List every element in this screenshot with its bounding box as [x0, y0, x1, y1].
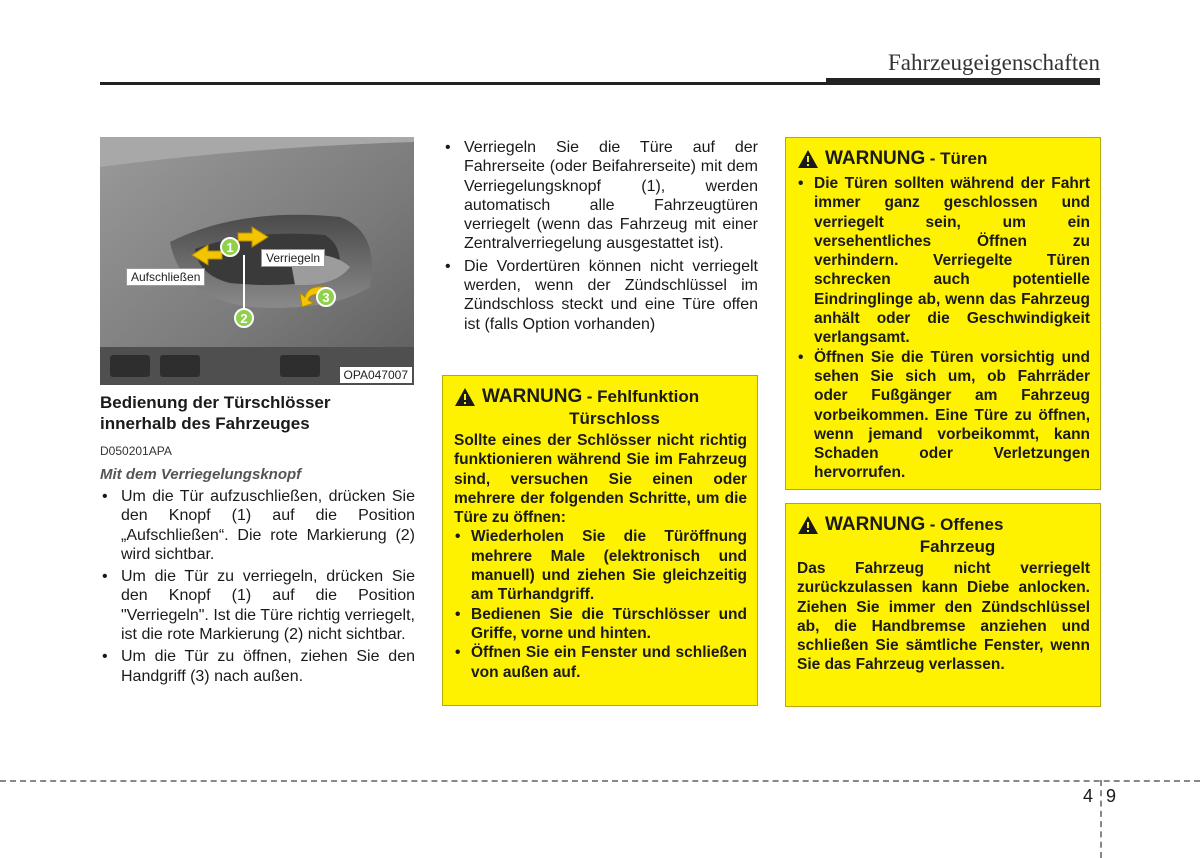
list-item: • Bedienen Sie die Türschlösser und Griffe, vorne und hinten. — [454, 605, 747, 644]
section-subhead: Mit dem Verriegelungsknopf — [100, 466, 302, 483]
list-item: • Verriegeln Sie die Türe auf der Fahrerseite (oder Beifahrerseite) mit dem Verriegelungsknopf (1), werden automatisch alle Fahrzeugtüren verriegelt (wenn das Fahrzeug mit einer Zentralverriegelung ausgestattet ist). — [443, 138, 758, 254]
door-handle-figure — [100, 137, 414, 385]
footer-divider — [1100, 780, 1102, 858]
section-title-line2: innerhalb des Fahrzeuges — [100, 414, 310, 433]
warning-box-doors — [785, 137, 1101, 490]
figure-code: OPA047007 — [340, 367, 413, 383]
warning-body: Sollte eines der Schlösser nicht richtig funktionieren während Sie im Fahrzeug sind, versuchen Sie einen oder mehrere der folgenden Schritte, um die Türe zu öffnen: — [454, 432, 747, 527]
warning-word: WARNUNG — [482, 386, 583, 407]
window-switch-2 — [160, 355, 200, 377]
middle-bullets — [443, 138, 758, 334]
warning-header — [454, 386, 747, 429]
warning-title: - Türen — [929, 149, 988, 168]
header-rule-accent — [826, 78, 1100, 85]
section-bullets — [100, 487, 415, 686]
page-number: 9 — [1106, 786, 1117, 806]
warning-title: - Offenes — [929, 515, 1004, 534]
warning-word: WARNUNG — [825, 514, 926, 535]
warning-bullets — [454, 527, 747, 681]
warning-box-open-vehicle — [785, 503, 1101, 707]
list-item: • Öffnen Sie ein Fenster und schließen von außen auf. — [454, 643, 747, 682]
warning-title-line2: Türschloss — [569, 409, 660, 428]
warning-triangle-icon — [454, 387, 476, 407]
list-item: • Um die Tür zu verriegeln, drücken Sie den Knopf (1) auf die Position "Verriegeln". Ist die Türe richtig verriegelt, ist die rote Markierung (2) nicht sichtbar. — [100, 567, 415, 644]
warning-header — [797, 148, 1090, 170]
warning-header — [797, 514, 1090, 557]
figure-label-lock: Verriegeln — [261, 249, 325, 267]
marker-1-number: 1 — [226, 240, 234, 255]
section-title-line1: Bedienung der Türschlösser — [100, 393, 331, 412]
marker-3-number: 3 — [322, 290, 330, 305]
warning-triangle-icon — [797, 149, 819, 169]
warning-triangle-icon — [797, 515, 819, 535]
figure-label-unlock: Aufschließen — [126, 268, 205, 286]
list-item: • Öffnen Sie die Türen vorsichtig und sehen Sie sich um, ob Fahrräder oder Fußgänger am Fahrzeug vorbeikommen. Eine Türe zu öffnen, wenn jemand vorbeikommt, kann Schaden oder Verletzungen hervorrufen. — [797, 348, 1090, 483]
window-switch-1 — [110, 355, 150, 377]
header-title: Fahrzeugeigenschaften — [887, 50, 1100, 75]
list-item: • Wiederholen Sie die Türöffnung mehrere Male (elektronisch und manuell) und ziehen Sie gleichzeitig am Türhandgriff. — [454, 527, 747, 604]
list-item: • Die Vordertüren können nicht verriegelt werden, wenn der Zündschlüssel im Zündschloss steckt und eine Türe offen ist (falls Option vorhanden) — [443, 257, 758, 334]
chapter-number: 4 — [1083, 786, 1094, 806]
central-locking-notes — [443, 134, 758, 337]
door-handle-illustration — [100, 137, 414, 385]
list-item: • Um die Tür aufzuschließen, drücken Sie den Knopf (1) auf die Position „Aufschließen“. Die rote Markierung (2) wird sichtbar. — [100, 487, 415, 564]
warning-title-line2: Fahrzeug — [919, 537, 996, 556]
warning-body: Das Fahrzeug nicht verriegelt zurückzulassen kann Diebe anlocken. Ziehen Sie immer den Zündschlüssel ab, die Handbremse anziehen und schließen Sie sämtliche Fenster, wenn Sie das Fahrzeug verlassen. — [797, 560, 1090, 674]
warning-title: - Fehlfunktion — [586, 387, 700, 406]
section-title — [100, 392, 415, 434]
section-code: D050201APA — [100, 444, 172, 458]
footer-rule — [0, 780, 1200, 782]
warning-word: WARNUNG — [825, 148, 926, 169]
warning-box-malfunction — [442, 375, 758, 706]
warning-bullets — [797, 174, 1090, 483]
section-door-locks — [100, 392, 415, 689]
list-item: • Die Türen sollten während der Fahrt immer ganz geschlossen und verriegelt sein, um ein versehentliches Öffnen zu verhindern. Verriegelte Türen schrecken auch potentielle Eindringlinge ab, wenn das Fahrzeug anhält oder die Geschwindigkeit verlangsamt. — [797, 174, 1090, 348]
list-item: • Um die Tür zu öffnen, ziehen Sie den Handgriff (3) nach außen. — [100, 647, 415, 686]
window-switch-3 — [280, 355, 320, 377]
marker-2-number: 2 — [240, 311, 248, 326]
